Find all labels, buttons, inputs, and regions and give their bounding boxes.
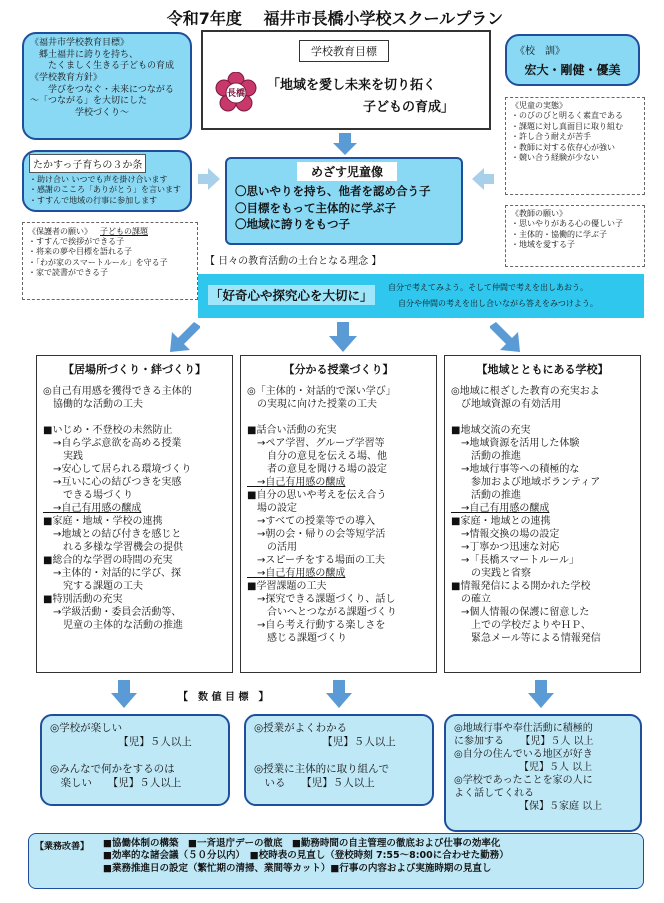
motto-value: 宏大・剛健・優美 bbox=[524, 63, 621, 77]
result-line: ◎みんなで何かをするのは bbox=[50, 762, 175, 775]
guardians-wish-box bbox=[22, 222, 198, 300]
column-line: →スピーチをする場面の工夫 bbox=[247, 555, 385, 566]
column-line: ■学習課題の工夫 bbox=[247, 581, 327, 592]
children-status-box bbox=[505, 97, 645, 195]
column-line: の確立 bbox=[451, 594, 491, 605]
guardians-wish-sublabel: 子どもの課題 bbox=[100, 227, 148, 236]
column-line: 合いへとつながる課題づくり bbox=[247, 607, 397, 618]
teachers-wish-line: ・地域を愛する子 bbox=[511, 240, 575, 250]
children-status-line: ・競い合う経験が少ない bbox=[511, 152, 599, 162]
guardians-wish-header bbox=[28, 226, 192, 237]
column-line: び地域資源の有効活用 bbox=[451, 399, 561, 410]
work-reform-line: ■業務推進日の設定（繁忙期の清掃、業間等カット）■行事の内容および実施時期の見直し bbox=[103, 862, 492, 874]
column-line bbox=[247, 411, 430, 424]
result-line: に参加する 【児】５人 以上 bbox=[454, 736, 594, 747]
column-line: ■総合的な学習の時間の充実 bbox=[43, 555, 173, 566]
column-line: ■地域交流の充実 bbox=[451, 425, 531, 436]
column-line: 活動の推進 bbox=[451, 451, 521, 462]
column-line: の活用 bbox=[247, 542, 297, 553]
result-box-3 bbox=[444, 714, 642, 832]
column-line: →自己有用感の醸成 bbox=[247, 477, 346, 488]
column-line: →自ら考え行動する楽しさを bbox=[247, 620, 386, 631]
takasuko-box bbox=[22, 150, 192, 212]
result-line: 【児】５人以上 bbox=[50, 735, 192, 748]
column-line: 児童の主体的な活動の推進 bbox=[43, 620, 183, 631]
takasuko-line: ・助け合い いつでも声を掛け合います bbox=[29, 175, 168, 184]
column-line: →個人情報の保護に留意した bbox=[451, 607, 590, 618]
result-box-2 bbox=[244, 714, 434, 806]
result-line: 【児】５人 以上 bbox=[454, 762, 593, 773]
column-ibasho-lines bbox=[37, 385, 232, 632]
column-line: →地域資源を活用した体験 bbox=[451, 438, 580, 449]
column-line: 感じる課題づくり bbox=[247, 633, 347, 644]
target-child-box bbox=[225, 157, 463, 245]
takasuko-title: たかすっ子育ちの３か条 bbox=[29, 154, 146, 173]
column-line: ◎自己有用感を獲得できる主体的 bbox=[43, 386, 192, 397]
column-line: →安心して居られる環境づくり bbox=[43, 464, 192, 475]
arrow-down-center-icon bbox=[329, 322, 357, 352]
column-line: 緊急メール等による情報発信 bbox=[451, 633, 601, 644]
target-child-line: 〇地域に誇りをもつ子 bbox=[235, 217, 350, 232]
children-status-line: ・教師に対する依存心が強い bbox=[511, 142, 615, 152]
school-seal-icon bbox=[215, 72, 257, 114]
column-line: →ペア学習、グループ学習等 bbox=[247, 438, 385, 449]
column-line: 者の意見を聞ける場の設定 bbox=[247, 464, 387, 475]
education-goal-line-2: 子どもの育成」 bbox=[363, 100, 455, 115]
arrow-down-result-3-icon bbox=[528, 680, 554, 708]
fukui-goal-line: ～「つながる」を大切にした bbox=[30, 96, 148, 107]
guardians-wish-label: 《保護者の願い》 bbox=[28, 227, 92, 236]
column-line: 協働的な活動の工夫 bbox=[43, 399, 143, 410]
column-line: できる場づくり bbox=[43, 490, 133, 501]
numeric-target-label: 【 数 値 目 標 】 bbox=[178, 692, 269, 703]
work-reform-label: 【業務改善】 bbox=[35, 842, 90, 852]
arrow-down-right-icon bbox=[488, 322, 520, 352]
education-goal-box bbox=[201, 30, 491, 130]
takasuko-lines bbox=[29, 175, 185, 206]
takasuko-line: ・すすんで地域の行事に参加します bbox=[29, 195, 158, 205]
target-child-line: 〇思いやりを持ち、他者を認め合う子 bbox=[235, 184, 431, 198]
column-ibasho bbox=[36, 355, 233, 673]
result-line bbox=[50, 749, 220, 763]
column-line: →互いに心の結びつきを実感 bbox=[43, 477, 182, 488]
result-line: ◎授業がよくわかる bbox=[254, 722, 348, 734]
arrow-down-icon bbox=[333, 133, 357, 157]
result-line: いる 【児】５人以上 bbox=[254, 776, 375, 789]
column-line: 活動の推進 bbox=[451, 490, 521, 501]
guardians-wish-lines bbox=[28, 237, 192, 279]
column-line: ■いじめ・不登校の未然防止 bbox=[43, 425, 173, 436]
column-line: ■情報発信による開かれた学校 bbox=[451, 581, 591, 592]
column-line: →自己有用感の醸成 bbox=[43, 503, 142, 514]
column-line: の実践と省察 bbox=[451, 568, 531, 579]
philosophy-box bbox=[198, 274, 644, 318]
guardians-wish-line: ・「わが家のスマートルール」を守る子 bbox=[28, 257, 168, 267]
children-status-line: ・課題に対し真面目に取り組む bbox=[511, 121, 623, 131]
result-line: ◎自分の住んでいる地区が好き bbox=[454, 749, 593, 760]
arrow-down-left-icon bbox=[170, 322, 202, 352]
column-line: →自己有用感の醸成 bbox=[247, 568, 346, 579]
column-chiiki-title: 【地域とともにある学校】 bbox=[476, 363, 609, 376]
result-line: 楽しい 【児】５人以上 bbox=[50, 776, 182, 789]
column-jugyo-title: 【分かる授業づくり】 bbox=[283, 363, 394, 376]
result-line: ◎地域行事や奉仕活動に積極的 bbox=[454, 723, 593, 734]
column-line: れる多様な学習機会の提供 bbox=[43, 542, 183, 553]
philosophy-sub-1: 自分で考えてみよう。そして仲間で考えを出しあおう。 bbox=[388, 283, 588, 292]
guardians-wish-line: ・将来の夢や目標を語れる子 bbox=[28, 247, 132, 257]
work-reform-lines bbox=[103, 838, 509, 875]
teachers-wish-line: ・思いやりがある心の優しい子 bbox=[511, 219, 623, 229]
fukui-goal-lines bbox=[30, 38, 184, 120]
column-line: ■特別活動の充実 bbox=[43, 594, 123, 605]
fukui-goal-line: 学びをつなぐ・未来につながる bbox=[30, 84, 174, 95]
fukui-goal-line: 《福井市学校教育目標》 bbox=[30, 38, 130, 48]
work-reform-line: ■効率的な諸会議（５０分以内） ■校時表の見直し（登校時刻 7:55～8:00に合わせた勤務） bbox=[103, 850, 509, 862]
work-reform-box bbox=[28, 833, 644, 889]
column-line: →朝の会・帰りの会等短学活 bbox=[247, 529, 386, 540]
column-line: →地域との結び付きを感じと bbox=[43, 529, 182, 540]
work-reform-line: ■協働体制の構築 ■一斉退庁デーの徹底 ■勤務時間の自主管理の徹底および仕事の効率化 bbox=[103, 838, 501, 849]
result-line: 【保】５家庭 以上 bbox=[454, 801, 603, 812]
school-seal-text: 長橋 bbox=[226, 89, 245, 99]
education-goal-line-1: 「地域を愛し未来を切り拓く bbox=[267, 78, 437, 93]
column-line: 究する課題の工夫 bbox=[43, 581, 143, 592]
result-line: 【児】５人以上 bbox=[254, 735, 396, 748]
result-line bbox=[254, 749, 424, 763]
column-line: →探究できる課題づくり、話し bbox=[247, 594, 396, 605]
column-line: ■家庭・地域・学校の連携 bbox=[43, 516, 163, 527]
column-line: →丁寧かつ迅速な対応 bbox=[451, 542, 560, 553]
result-line: よく話してくれる bbox=[454, 788, 534, 799]
result-line: ◎学校であったことを家の人に bbox=[454, 775, 593, 786]
column-ibasho-title: 【居場所づくり・絆づくり】 bbox=[63, 363, 206, 376]
column-line bbox=[43, 411, 226, 424]
column-line: ◎地域に根ざした教育の充実およ bbox=[451, 386, 600, 397]
column-line: →学級活動・委員会活動等、 bbox=[43, 607, 182, 618]
column-line: 参加および地域ボランティア bbox=[451, 477, 601, 488]
fukui-goal-line: 郷土福井に誇りを持ち、 bbox=[30, 49, 139, 60]
column-line: →主体的・対話的に学び、探 bbox=[43, 568, 181, 579]
column-jugyo-lines bbox=[241, 385, 436, 645]
arrow-left-icon bbox=[472, 168, 494, 190]
motto-label: 《校 訓》 bbox=[515, 46, 565, 57]
children-status-line: 《児童の実態》 bbox=[511, 101, 567, 110]
column-line: →自己有用感の醸成 bbox=[451, 503, 550, 514]
foundation-label: 【 日々の教育活動の土台となる理念 】 bbox=[205, 256, 382, 267]
philosophy-main: 「好奇心や探究心を大切に」 bbox=[208, 285, 375, 305]
takasuko-line: ・感謝のこころ「ありがとう」を言います bbox=[29, 185, 181, 195]
column-line: →すべての授業等での導入 bbox=[247, 516, 376, 527]
column-line: ■家庭・地域との連携 bbox=[451, 516, 551, 527]
target-child-line: 〇目標をもって主体的に学ぶ子 bbox=[235, 200, 396, 215]
arrow-down-result-1-icon bbox=[111, 680, 137, 708]
column-line: ■話合い活動の充実 bbox=[247, 425, 337, 436]
teachers-wish-box bbox=[505, 205, 645, 267]
column-chiiki bbox=[444, 355, 641, 673]
children-status-line: ・のびのびと明るく素直である bbox=[511, 111, 623, 121]
column-chiiki-lines bbox=[445, 385, 640, 645]
fukui-goal-line: たくましく生きる子どもの育成 bbox=[30, 61, 175, 72]
result-line: ◎学校が楽しい bbox=[50, 722, 123, 734]
children-status-lines bbox=[511, 101, 639, 163]
arrow-down-result-2-icon bbox=[326, 680, 352, 708]
children-status-line: ・許し合う耐えが苦手 bbox=[511, 132, 591, 142]
arrow-right-icon bbox=[198, 168, 220, 190]
education-goal-label: 学校教育目標 bbox=[299, 40, 389, 62]
guardians-wish-line: ・すすんで挨拶ができる子 bbox=[28, 237, 125, 246]
column-line: 自分の意見を伝える場、他 bbox=[247, 451, 387, 462]
target-child-title: めざす児童像 bbox=[297, 162, 397, 181]
column-line: →「長橋スマートルール」 bbox=[451, 555, 579, 566]
result-box-1 bbox=[40, 714, 230, 806]
column-line: →情報交換の場の設定 bbox=[451, 529, 560, 540]
teachers-wish-line: 《教師の願い》 bbox=[511, 209, 567, 218]
guardians-wish-line: ・家で読書ができる子 bbox=[28, 268, 108, 278]
motto-box bbox=[505, 34, 640, 86]
column-line: 場の設定 bbox=[247, 503, 297, 514]
column-line: →自ら学ぶ意欲を高める授業 bbox=[43, 438, 182, 449]
fukui-goal-line: 《学校教育方針》 bbox=[30, 73, 103, 84]
fukui-goal-line: 学校づくり～ bbox=[30, 108, 130, 119]
teachers-wish-lines bbox=[511, 209, 639, 251]
page-title: 令和7年度 福井市長橋小学校スクールプラン bbox=[166, 9, 504, 28]
column-line: ■自分の思いや考えを伝え合う bbox=[247, 490, 387, 501]
column-line: →地域行事等への積極的な bbox=[451, 464, 580, 475]
teachers-wish-line: ・主体的・協働的に学ぶ子 bbox=[511, 229, 607, 239]
column-line bbox=[451, 411, 634, 424]
column-line: 実践 bbox=[43, 451, 83, 462]
column-line: ◎「主体的・対話的で深い学び」 bbox=[247, 386, 396, 397]
column-jugyo bbox=[240, 355, 437, 673]
column-line: の実現に向けた授業の工夫 bbox=[247, 399, 377, 410]
result-line: ◎授業に主体的に取り組んで bbox=[254, 762, 390, 775]
target-child-lines bbox=[235, 183, 461, 233]
column-line: 上での学校だよりやＨＰ、 bbox=[451, 620, 591, 631]
fukui-goal-box bbox=[22, 32, 192, 140]
philosophy-sub-2: 自分や仲間の考えを出し合いながら答えをみつけよう。 bbox=[398, 299, 598, 308]
